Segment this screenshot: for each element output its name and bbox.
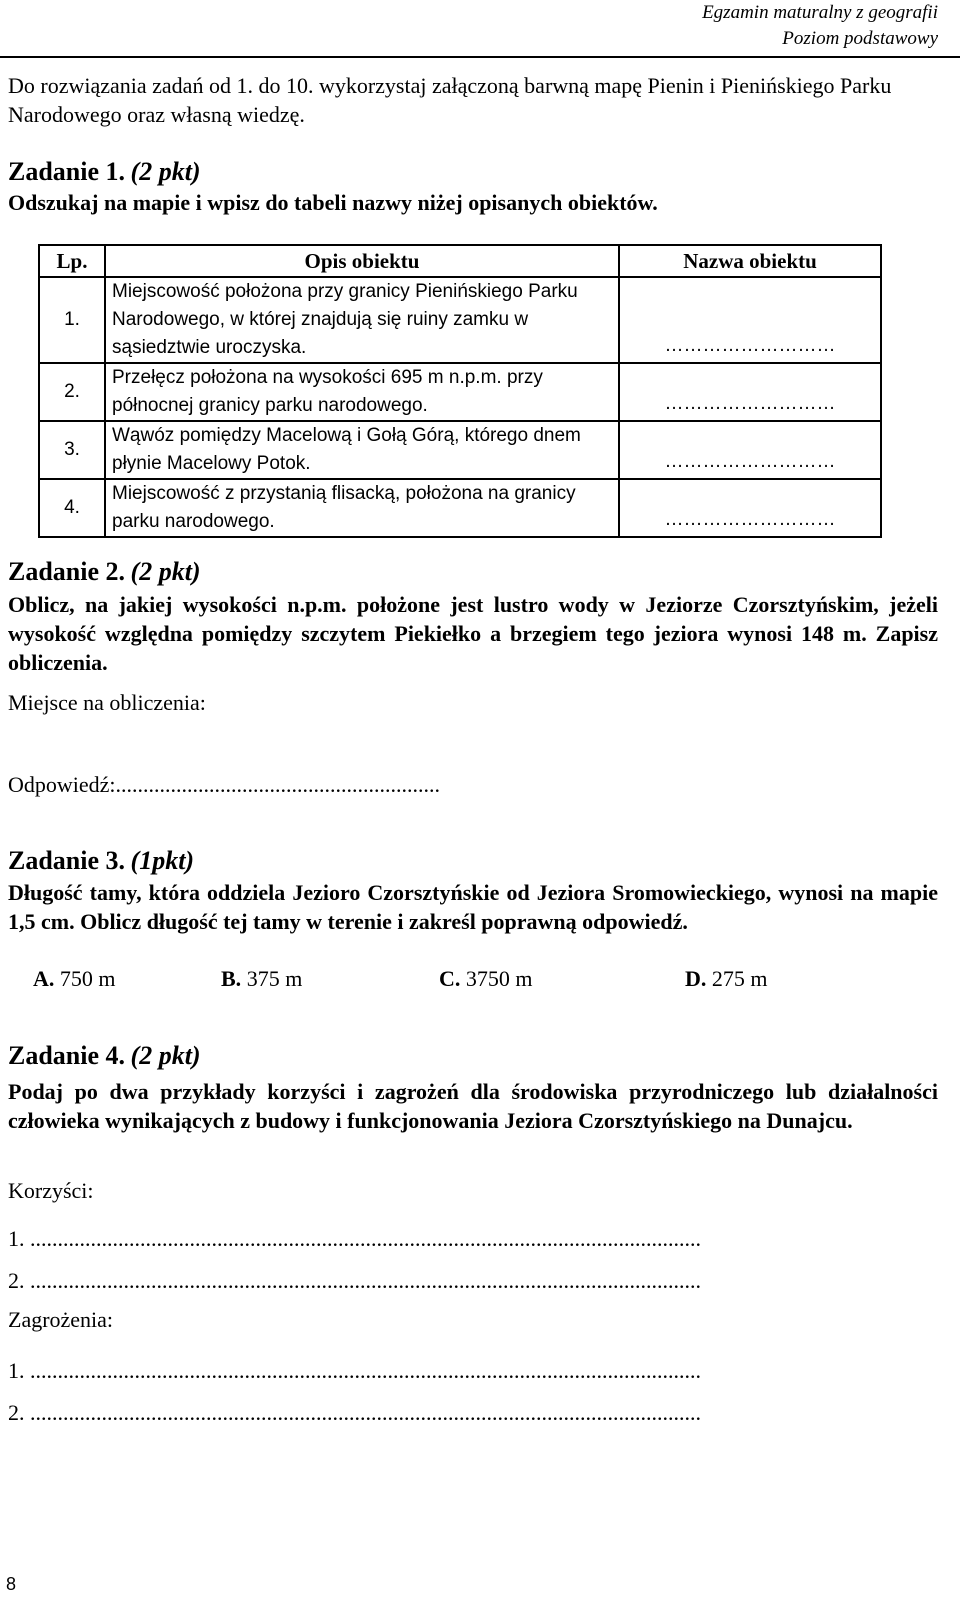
row-number: 4. bbox=[39, 479, 105, 537]
task1-heading bbox=[8, 156, 938, 188]
table-row bbox=[39, 479, 881, 537]
task1-title: Zadanie 1. bbox=[8, 157, 126, 186]
header-exam-title: Egzamin maturalny z geografii bbox=[702, 2, 938, 23]
task2-instruction: Oblicz, na jakiej wysokości n.p.m. położone jest lustro wody w Jeziorze Czorsztyńskim, jeżeli wysokość względna pomiędzy szczytem Piekiełko a brzegiem tego jeziora wynosi 148 m. Zapisz obliczenia. bbox=[8, 592, 938, 675]
benefits-label: Korzyści: bbox=[8, 1178, 94, 1203]
objects-table bbox=[38, 244, 882, 538]
task4-points: (2 pkt) bbox=[130, 1041, 201, 1070]
row-description: Miejscowość położona przy granicy Pienińskiego Parku Narodowego, w której znajdują się ruiny zamku w sąsiedztwie uroczyska. bbox=[105, 277, 619, 363]
task2-answer-line[interactable]: Odpowiedź:........................................................... bbox=[8, 772, 441, 797]
task3-points: (1pkt) bbox=[130, 846, 195, 875]
object-name-answer[interactable]: ……………………… bbox=[619, 421, 881, 479]
object-name-answer[interactable]: ……………………… bbox=[619, 277, 881, 363]
task3-heading bbox=[8, 845, 938, 877]
threats-label: Zagrożenia: bbox=[8, 1307, 114, 1332]
header-object-name: Nazwa obiektu bbox=[619, 245, 881, 277]
threat-answer-line[interactable]: 1. .......................................................................................................................... bbox=[8, 1358, 701, 1383]
task1-instruction: Odszukaj na mapie i wpisz do tabeli nazwy niżej opisanych obiektów. bbox=[8, 190, 658, 215]
table-header-row bbox=[39, 245, 881, 277]
object-name-answer[interactable]: ……………………… bbox=[619, 479, 881, 537]
task4-heading bbox=[8, 1040, 938, 1072]
row-number: 3. bbox=[39, 421, 105, 479]
task3-title: Zadanie 3. bbox=[8, 846, 126, 875]
row-number: 2. bbox=[39, 363, 105, 421]
option-d[interactable]: D. 275 m bbox=[685, 966, 768, 991]
benefit-answer-line[interactable]: 1. .......................................................................................................................... bbox=[8, 1226, 701, 1251]
option-a[interactable]: A. 750 m bbox=[33, 966, 116, 991]
task2-points: (2 pkt) bbox=[130, 557, 201, 586]
calculation-label: Miejsce na obliczenia: bbox=[8, 690, 206, 715]
page-header bbox=[702, 0, 938, 52]
intro-text: Do rozwiązania zadań od 1. do 10. wykorzystaj załączoną barwną mapę Pienin i Pienińskiego Parku Narodowego oraz własną wiedzę. bbox=[8, 73, 892, 127]
object-name-answer[interactable]: ……………………… bbox=[619, 363, 881, 421]
table-row bbox=[39, 363, 881, 421]
threat-answer-line[interactable]: 2. .......................................................................................................................... bbox=[8, 1400, 701, 1425]
header-level: Poziom podstawowy bbox=[782, 28, 938, 49]
task3-instruction: Długość tamy, która oddziela Jezioro Czorsztyńskie od Jeziora Sromowieckiego, wynosi na mapie 1,5 cm. Oblicz długość tej tamy w terenie i zakreśl poprawną odpowiedź. bbox=[8, 880, 938, 934]
row-description: Wąwóz pomiędzy Macelową i Gołą Górą, którego dnem płynie Macelowy Potok. bbox=[105, 421, 619, 479]
task2-heading bbox=[8, 556, 938, 588]
task1-points: (2 pkt) bbox=[130, 157, 201, 186]
header-divider bbox=[0, 56, 960, 58]
option-c[interactable]: C. 3750 m bbox=[439, 966, 533, 991]
page-number: 8 bbox=[6, 1574, 17, 1594]
row-description: Miejscowość z przystanią flisacką, położona na granicy parku narodowego. bbox=[105, 479, 619, 537]
task4-title: Zadanie 4. bbox=[8, 1041, 126, 1070]
header-lp: Lp. bbox=[39, 245, 105, 277]
row-number: 1. bbox=[39, 277, 105, 363]
row-description: Przełęcz położona na wysokości 695 m n.p.m. przy północnej granicy parku narodowego. bbox=[105, 363, 619, 421]
benefit-answer-line[interactable]: 2. .......................................................................................................................... bbox=[8, 1268, 701, 1293]
option-b[interactable]: B. 375 m bbox=[221, 966, 303, 991]
task2-title: Zadanie 2. bbox=[8, 557, 126, 586]
table-row bbox=[39, 277, 881, 363]
table-row bbox=[39, 421, 881, 479]
header-description: Opis obiektu bbox=[105, 245, 619, 277]
task4-instruction: Podaj po dwa przykłady korzyści i zagrożeń dla środowiska przyrodniczego lub działalności człowieka wynikających z budowy i funkcjonowania Jeziora Czorsztyńskiego na Dunajcu. bbox=[8, 1079, 938, 1133]
